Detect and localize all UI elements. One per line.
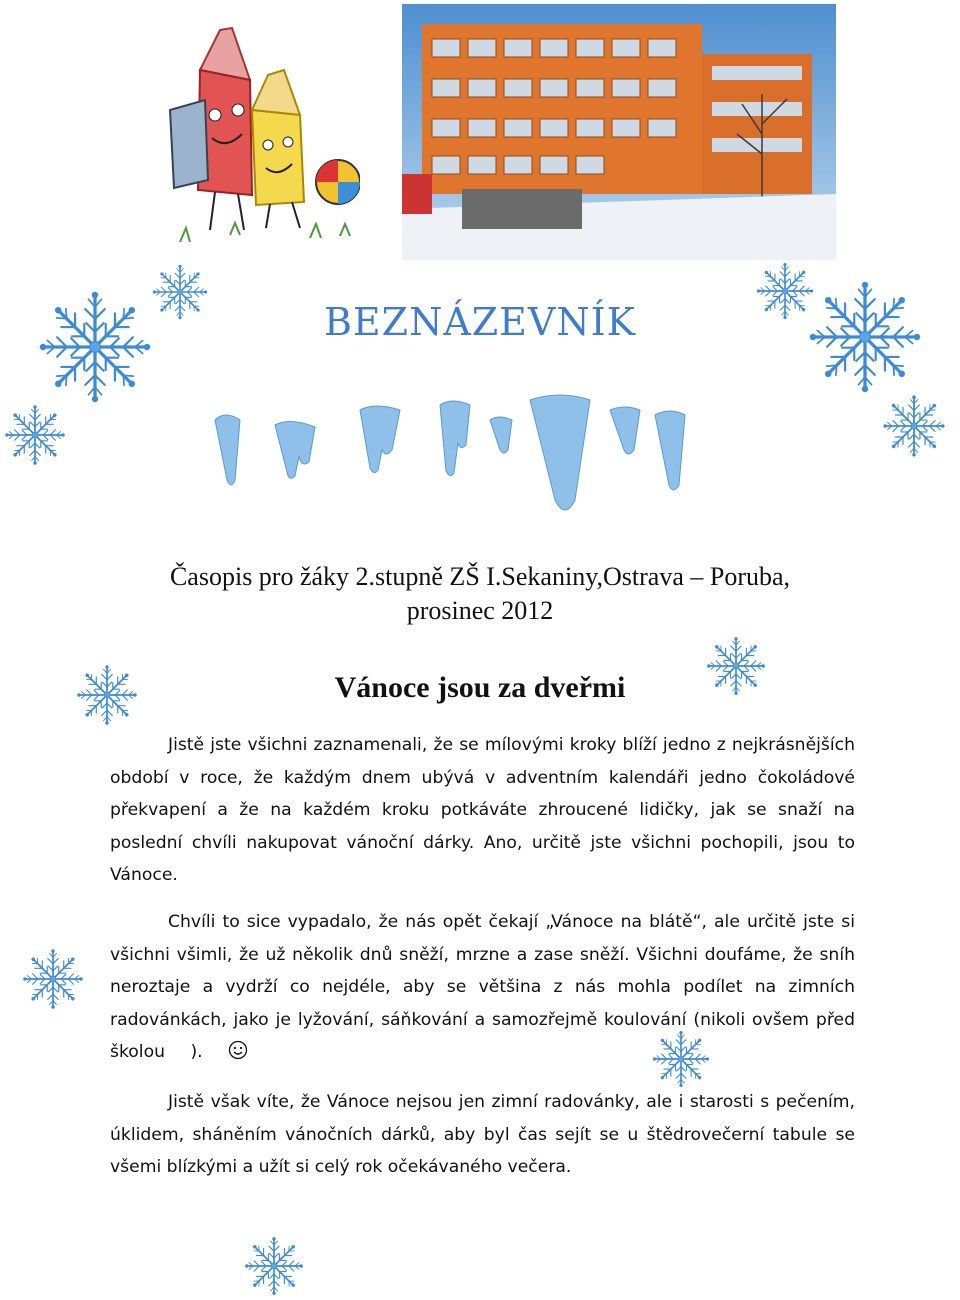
article-paragraph-1: Jistě jste všichni zaznamenali, že se mílovými kroky blíží jedno z nejkrásnějších období v roce, že každým dnem ubývá v adventním kalendáři jedno čokoládové překvapení a že na každém kroku potkáváte zhroucené lidičky, jak se snaží na poslední chvíli nakupovat vánoční dárky. Ano, určitě jste všichni pochopili, jsou to Vánoce. xyxy=(110,735,855,885)
snowflake-icon xyxy=(800,272,930,402)
article-paragraph-2-text: Chvíli to sice vypadalo, že nás opět čekají „Vánoce na blátě“, ale určitě jste si všichni všimli, že už několik dnů sněží, mrzne a zase sněží. Všichni doufáme, že sníh neroztaje a vydrží co nejdéle, aby se většina z nás mohla podílet na zimních radovánkách, jako je lyžování, sáňkování a samozřejmě koulování (nikoli ovšem před školou xyxy=(110,912,855,1062)
school-building-photo xyxy=(402,4,836,260)
snowflake-icon xyxy=(878,390,950,462)
article-paragraph-3: Jistě však víte, že Vánoce nejsou jen zimní radovánky, ale i starosti s pečením, úklidem, sháněním vánočních dárků, aby byl čas sejít se u štědrovečerní tabule se všemi blízkými a užít si celý rok očekávaného večera. xyxy=(110,1092,855,1177)
subtitle-line-2: prosinec 2012 xyxy=(406,596,554,625)
icicles-decoration-icon xyxy=(200,380,720,530)
snowflake-icon xyxy=(72,660,142,730)
snowflake-icon xyxy=(702,632,770,700)
article-paragraph-2 xyxy=(110,906,855,1069)
pencils-logo-icon xyxy=(160,10,360,245)
snowflake-icon xyxy=(30,282,160,412)
magazine-subtitle xyxy=(80,560,880,628)
snowflake-icon xyxy=(240,1232,308,1300)
article-paragraph-2-end: ). xyxy=(190,1042,203,1062)
magazine-title: BEZNÁZEVNÍK xyxy=(324,300,636,344)
subtitle-line-1: Časopis pro žáky 2.stupně ZŠ I.Sekaniny,Ostrava – Poruba, xyxy=(169,562,791,591)
snowflake-icon xyxy=(148,260,212,324)
snowflake-icon xyxy=(752,258,818,324)
snowflake-icon xyxy=(648,1026,714,1092)
snowflake-icon xyxy=(0,400,70,470)
smiley-icon xyxy=(170,1039,190,1059)
snowflake-icon xyxy=(18,944,88,1014)
article-heading: Vánoce jsou za dveřmi xyxy=(334,671,626,704)
